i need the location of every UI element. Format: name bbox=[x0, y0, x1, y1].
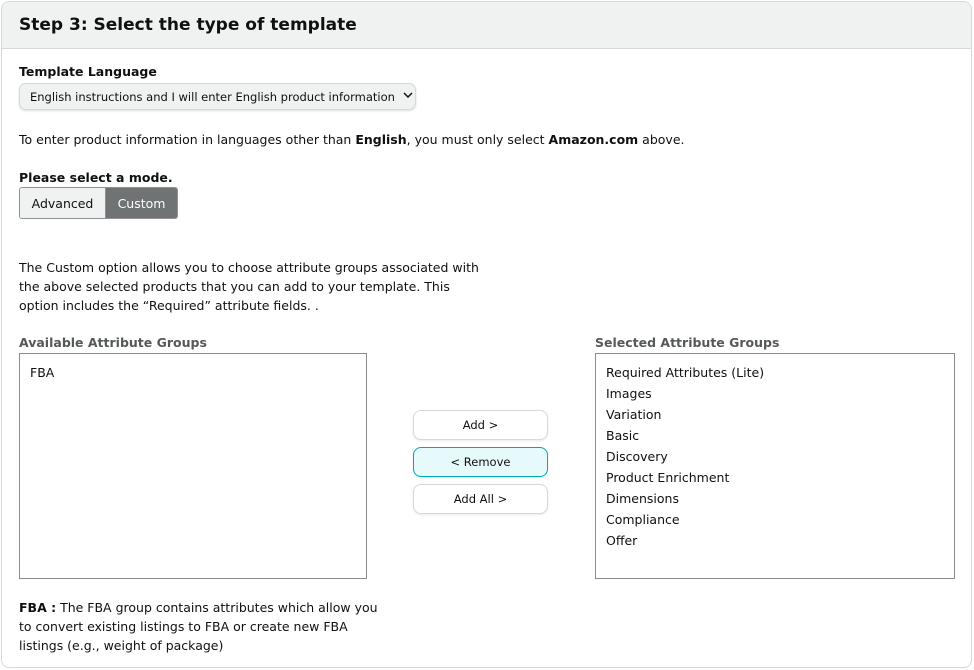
available-groups-list[interactable] bbox=[19, 353, 367, 579]
group-description-name: FBA : bbox=[19, 600, 57, 615]
mode-custom-button[interactable]: Custom bbox=[106, 188, 177, 218]
selected-groups-label: Selected Attribute Groups bbox=[595, 335, 780, 350]
mode-advanced-button[interactable]: Advanced bbox=[20, 188, 106, 218]
list-item[interactable]: Required Attributes (Lite) bbox=[606, 365, 765, 380]
list-item[interactable]: Basic bbox=[606, 428, 640, 443]
mode-label: Please select a mode. bbox=[19, 170, 173, 185]
list-item[interactable]: Product Enrichment bbox=[606, 470, 730, 485]
list-item[interactable]: Offer bbox=[606, 533, 638, 548]
mode-toggle-group bbox=[19, 187, 178, 219]
template-step-card bbox=[1, 1, 972, 668]
list-item[interactable]: Dimensions bbox=[606, 491, 679, 506]
available-groups-label: Available Attribute Groups bbox=[19, 335, 207, 350]
language-name: English bbox=[355, 132, 407, 147]
list-item[interactable]: Compliance bbox=[606, 512, 680, 527]
language-note: To enter product information in languages other than English, you must only select Amazon.com above. bbox=[19, 132, 685, 147]
group-description: FBA : The FBA group contains attributes which allow you to convert existing listings to FBA or create new FBA listings (e.g., weight of package) bbox=[19, 600, 378, 653]
step-title: Step 3: Select the type of template bbox=[19, 15, 357, 35]
custom-mode-description: The Custom option allows you to choose attribute groups associated with the above selected products that you can add to your template. This option includes the “Required” attribute fields. . bbox=[19, 260, 479, 313]
remove-button[interactable]: < Remove bbox=[413, 447, 548, 477]
list-item[interactable]: Variation bbox=[606, 407, 662, 422]
template-language-select[interactable] bbox=[19, 83, 416, 110]
selected-groups-list[interactable] bbox=[595, 353, 955, 579]
card-header bbox=[2, 2, 971, 49]
template-language-label: Template Language bbox=[19, 64, 157, 79]
list-item[interactable]: Images bbox=[606, 386, 652, 401]
list-item[interactable]: FBA bbox=[30, 365, 55, 380]
add-all-button[interactable]: Add All > bbox=[413, 484, 548, 514]
chevron-down-icon bbox=[403, 92, 413, 102]
add-button[interactable]: Add > bbox=[413, 410, 548, 440]
template-language-value: English instructions and I will enter English product information bbox=[30, 89, 395, 104]
list-item[interactable]: Discovery bbox=[606, 449, 668, 464]
site-name: Amazon.com bbox=[548, 132, 639, 147]
